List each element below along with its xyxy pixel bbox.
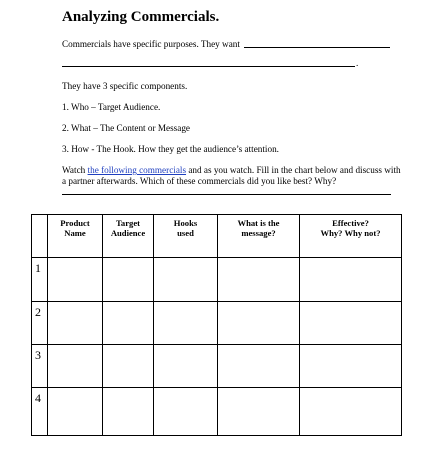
- component-what: 2. What – The Content or Message: [62, 123, 191, 133]
- hooks-used-cell[interactable]: [154, 302, 218, 345]
- component-how: 3. How - The Hook. How they get the audience’s attention.: [62, 144, 279, 154]
- effective-cell[interactable]: [300, 302, 402, 345]
- product-name-cell[interactable]: [48, 302, 103, 345]
- table-row: [32, 302, 402, 345]
- purpose-period: .: [356, 58, 359, 68]
- message-header: What is the message?: [218, 215, 300, 258]
- row-number-header: [32, 215, 48, 258]
- table-row: [32, 345, 402, 388]
- message-cell[interactable]: [218, 258, 300, 302]
- table-row: [32, 388, 402, 436]
- row-number: 3: [32, 345, 48, 388]
- target-audience-cell[interactable]: [103, 302, 154, 345]
- message-cell[interactable]: [218, 302, 300, 345]
- message-cell[interactable]: [218, 345, 300, 388]
- component-who: 1. Who – Target Audience.: [62, 102, 161, 112]
- row-number: 2: [32, 302, 48, 345]
- effective-header: Effective? Why? Why not?: [300, 215, 402, 258]
- product-name-cell[interactable]: [48, 388, 103, 436]
- target-audience-cell[interactable]: [103, 345, 154, 388]
- row-number: 4: [32, 388, 48, 436]
- components-intro: They have 3 specific components.: [62, 81, 188, 91]
- purpose-sentence: Commercials have specific purposes. They want: [62, 39, 240, 49]
- instructions-line-2: a partner afterwards. Which of these commercials did you like best? Why?: [62, 176, 337, 186]
- table-row: [32, 258, 402, 302]
- product-name-header: Product Name: [48, 215, 103, 258]
- purpose-blank-line-1[interactable]: [244, 47, 390, 48]
- instructions-prefix: Watch: [62, 165, 88, 175]
- row-number: 1: [32, 258, 48, 302]
- hooks-used-header: Hooks used: [154, 215, 218, 258]
- product-name-cell[interactable]: [48, 345, 103, 388]
- instructions-suffix: and as you watch. Fill in the chart below and discuss with: [186, 165, 401, 175]
- effective-cell[interactable]: [300, 388, 402, 436]
- target-audience-cell[interactable]: [103, 258, 154, 302]
- page-title: Analyzing Commercials.: [62, 9, 220, 25]
- hooks-used-cell[interactable]: [154, 258, 218, 302]
- hooks-used-cell[interactable]: [154, 345, 218, 388]
- commercials-link[interactable]: the following commercials: [87, 165, 187, 175]
- commercials-chart: [31, 214, 402, 436]
- product-name-cell[interactable]: [48, 258, 103, 302]
- target-audience-header: Target Audience: [103, 215, 154, 258]
- effective-cell[interactable]: [300, 345, 402, 388]
- instructions-line-1: [62, 165, 401, 175]
- chart-header-row: [32, 215, 402, 258]
- effective-cell[interactable]: [300, 258, 402, 302]
- purpose-blank-line-2[interactable]: [62, 66, 355, 67]
- answer-blank-line[interactable]: [62, 194, 391, 195]
- message-cell[interactable]: [218, 388, 300, 436]
- target-audience-cell[interactable]: [103, 388, 154, 436]
- hooks-used-cell[interactable]: [154, 388, 218, 436]
